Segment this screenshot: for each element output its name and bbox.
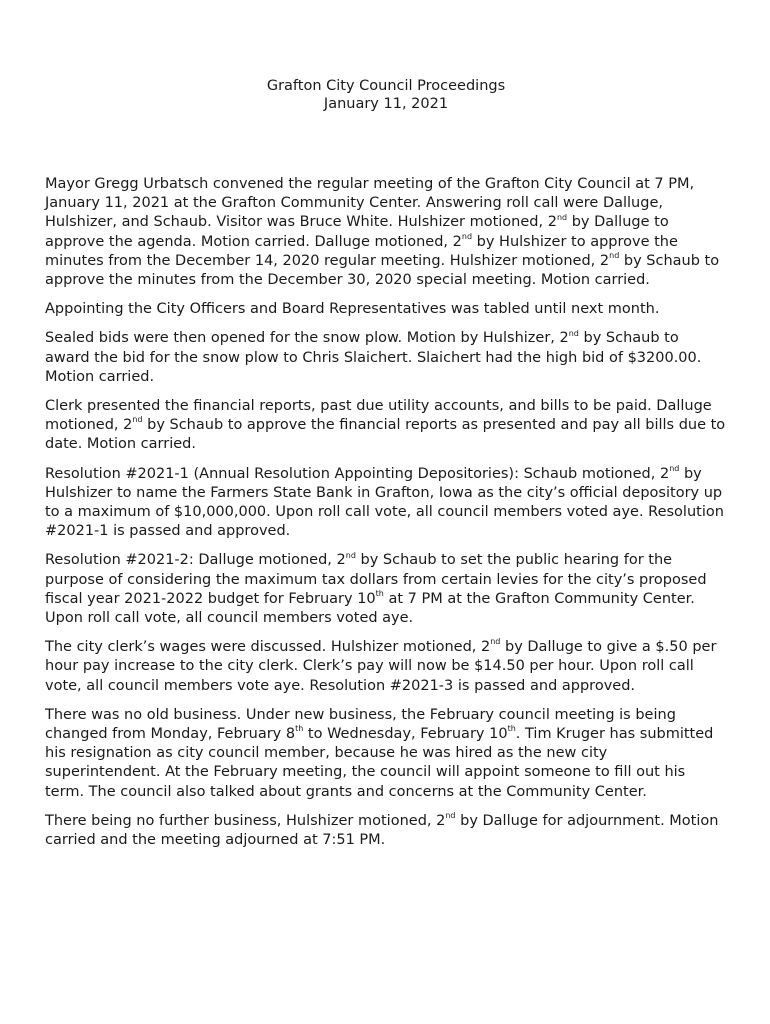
ordinal-suffix: nd (669, 463, 680, 473)
ordinal-suffix: nd (556, 212, 568, 222)
paragraph-appointments (45, 300, 727, 319)
text-run: by Dalluge to give a $.50 per hour pay increase to the city clerk. Clerk’s pay will now be $14.50 per hour. Upon roll call vote, all council members vote aye. Resolution #2021-3 is passed and approved. (45, 639, 717, 694)
paragraph-financial-reports (45, 397, 727, 455)
text-run: by Schaub to set the public hearing for the purpose of considering the maximum tax dollars from certain levies for the city’s proposed fiscal year 2021-2022 budget for February 10 (45, 552, 707, 607)
text-run: The city clerk’s wages were discussed. Hulshizer motioned, 2 (45, 639, 491, 656)
paragraph-snow-plow (45, 329, 727, 387)
paragraph-clerk-wages (45, 638, 727, 696)
ordinal-suffix: nd (568, 328, 579, 338)
paragraph-opening (45, 175, 727, 290)
ordinal-suffix: nd (345, 550, 356, 560)
text-run: by Schaub to award the bid for the snow plow to Chris Slaichert. Slaichert had the high bid of $3200.00. Motion carried. (45, 330, 702, 385)
paragraph-resolution-2021-1 (45, 465, 727, 542)
document-title: Grafton City Council Proceedings (266, 78, 506, 94)
text-run: by Hulshizer to approve the minutes from the December 14, 2020 regular meeting. Hulshizer motioned, 2 (45, 233, 678, 269)
ordinal-suffix: nd (490, 637, 501, 647)
text-run: by Dalluge to approve the agenda. Motion carried. Dalluge motioned, 2 (45, 214, 669, 250)
paragraph-adjournment (45, 812, 727, 850)
text-run: Appointing the City Officers and Board Representatives was tabled until next month. (45, 301, 660, 318)
text-run: . Tim Kruger has submitted his resignation as city council member, because he was hired as the new city superintendent. At the February meeting, the council will appoint someone to fill out his term. The council also talked about grants and concerns at the Community Center. (45, 726, 714, 800)
ordinal-suffix: nd (132, 415, 143, 425)
paragraph-new-business (45, 706, 727, 802)
ordinal-suffix: th (507, 724, 516, 734)
ordinal-suffix: th (375, 589, 384, 599)
ordinal-suffix: nd (609, 250, 620, 260)
ordinal-suffix: nd (461, 231, 473, 241)
text-run: at 7 PM at the Grafton Community Center. Upon roll call vote, all council members voted aye. (45, 590, 695, 627)
paragraph-resolution-2021-2 (45, 551, 727, 628)
text-run: Mayor Gregg Urbatsch convened the regular meeting of the Grafton City Council at 7 PM, January 11, 2021 at the Grafton Community Center. Answering roll call were Dalluge, Hulshizer, and Schaub. Visitor was Bruce White. Hulshizer motioned, 2 (45, 176, 695, 231)
text-run: Resolution #2021-2: Dalluge motioned, 2 (45, 552, 346, 569)
text-run: by Schaub to approve the minutes from the December 30, 2020 special meeting. Motion carried. (45, 252, 720, 289)
text-run: to Wednesday, February 10 (303, 726, 508, 743)
ordinal-suffix: th (295, 724, 304, 734)
text-run: There was no old business. Under new business, the February council meeting is being changed from Monday, February 8 (45, 706, 676, 743)
document-header (45, 77, 727, 113)
text-run: by Schaub to approve the financial reports as presented and pay all bills due to date. Motion carried. (45, 417, 726, 453)
text-run: Clerk presented the financial reports, past due utility accounts, and bills to be paid. Dalluge motioned, 2 (45, 398, 712, 434)
text-run: There being no further business, Hulshizer motioned, 2 (45, 812, 446, 829)
meeting-date: January 11, 2021 (323, 96, 449, 112)
document-page (45, 77, 727, 860)
ordinal-suffix: nd (445, 811, 456, 821)
text-run: by Dalluge for adjournment. Motion carried and the meeting adjourned at 7:51 PM. (45, 812, 719, 849)
text-run: Sealed bids were then opened for the snow plow. Motion by Hulshizer, 2 (45, 330, 569, 347)
text-run: Resolution #2021-1 (Annual Resolution Appointing Depositories): Schaub motioned, 2 (45, 465, 670, 482)
text-run: by Hulshizer to name the Farmers State Bank in Grafton, Iowa as the city’s official depository up to a maximum of $10,000,000. Upon roll call vote, all council members voted aye. Resolution #2021-1 is passed and approved. (45, 465, 724, 540)
